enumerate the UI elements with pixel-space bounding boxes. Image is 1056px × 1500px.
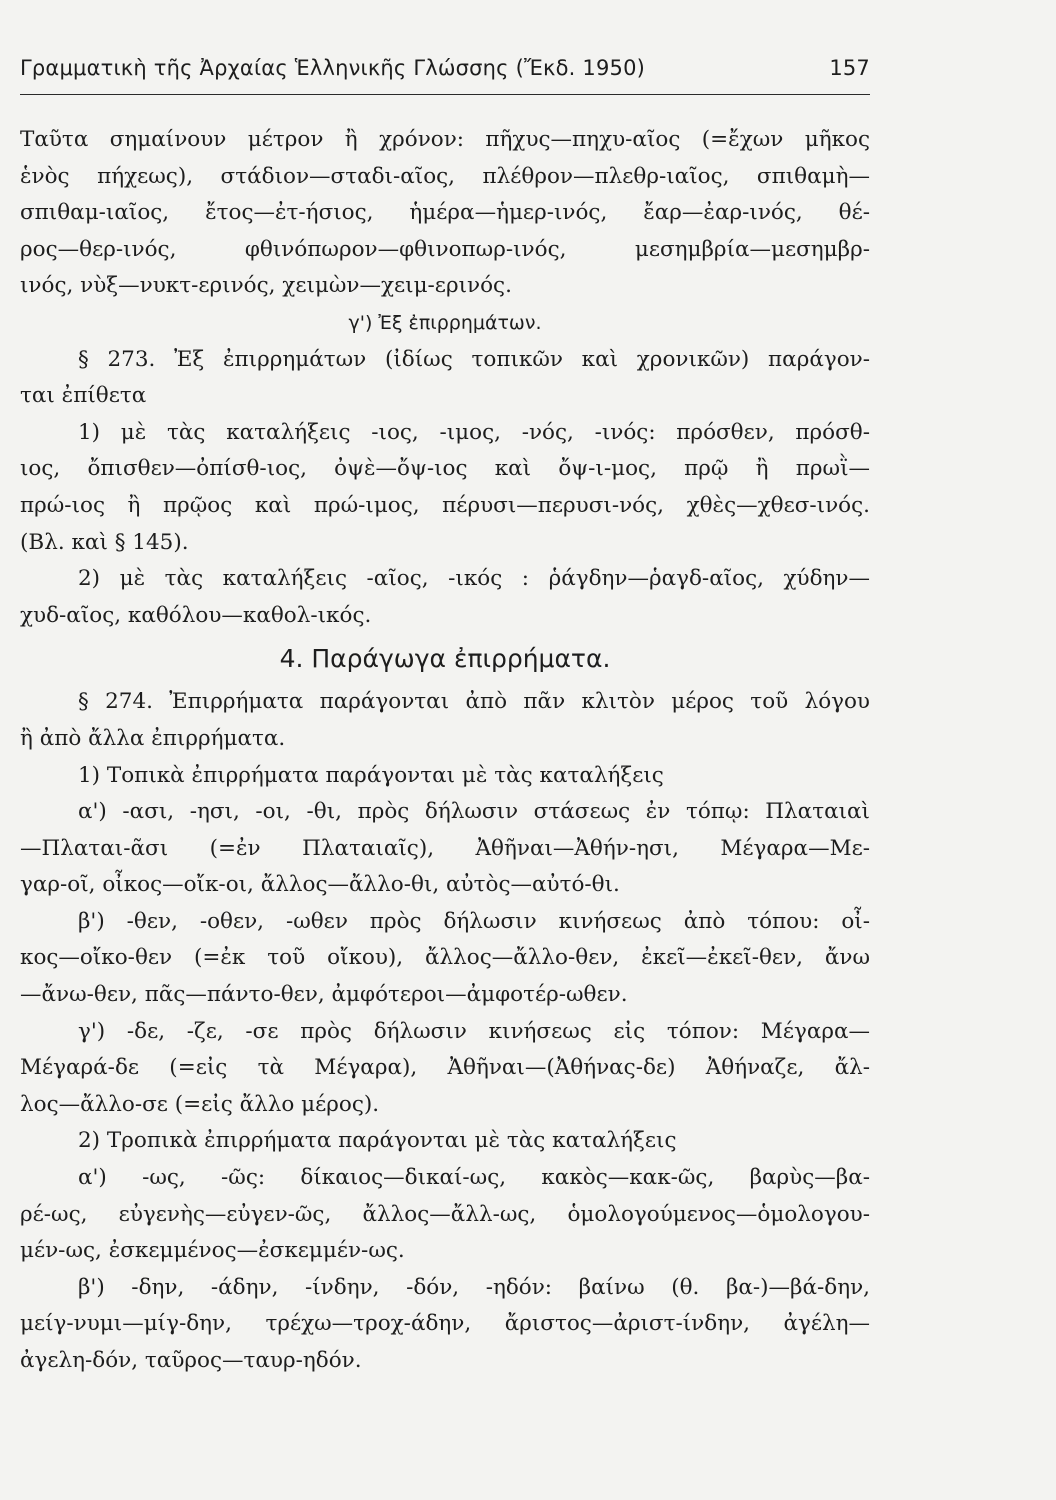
text-line: Μέγαρά-δε (=εἰς τὰ Μέγαρα), Ἀθῆναι—(Ἀθήνας-δε) Ἀθήναζε, ἄλ- (20, 1055, 870, 1081)
section-heading: 4. Παράγωγα ἐπιρρήματα. (279, 644, 611, 674)
text-line: (Βλ. καὶ § 145). (20, 529, 189, 555)
paragraph-273: § 273. Ἐξ ἐπιρρημάτων (ἰδίως τοπικῶν καὶ χρονικῶν) παράγον- (78, 346, 870, 372)
header-rule (20, 94, 870, 95)
text-line: ρος—θερ-ινός, φθινόπωρον—φθινοπωρ-ινός, μεσημβρία—μεσημβρ- (20, 236, 870, 262)
text-line: 1) Τοπικὰ ἐπιρρήματα παράγονται μὲ τὰς καταλήξεις (78, 762, 664, 788)
text-line: μέν-ως, ἐσκεμμένος—ἐσκεμμέν-ως. (20, 1238, 405, 1264)
text-line: α') -ως, -ῶς: δίκαιος—δικαί-ως, κακὸς—κακ-ῶς, βαρὺς—βα- (78, 1165, 870, 1191)
text-line: —Πλαται-ᾶσι (=ἐν Πλαταιαῖς), Ἀθῆναι—Ἀθήν-ησι, Μέγαρα—Με- (20, 835, 870, 861)
page-number: 157 (829, 56, 870, 80)
text-line: κος—οἴκο-θεν (=ἐκ τοῦ οἴκου), ἄλλος—ἄλλο-θεν, ἐκεῖ—ἐκεῖ-θεν, ἄνω (20, 945, 870, 971)
text-line: γαρ-οῖ, οἶκος—οἴκ-οι, ἄλλος—ἄλλο-θι, αὐτὸς—αὐτό-θι. (20, 872, 620, 898)
text-line: λος—ἄλλο-σε (=εἰς ἄλλο μέρος). (20, 1091, 380, 1117)
running-header (20, 56, 870, 80)
text-line: ινός, νὺξ—νυκτ-ερινός, χειμὼν—χειμ-ερινός. (20, 273, 512, 299)
text-line: ἑνὸς πήχεως), στάδιον—σταδι-αῖος, πλέθρον—πλεθρ-ιαῖος, σπιθαμὴ— (20, 163, 870, 189)
text-line: —ἄνω-θεν, πᾶς—πάντο-θεν, ἀμφότεροι—ἀμφοτέρ-ωθεν. (20, 982, 628, 1008)
body-text (20, 122, 870, 1380)
text-line: γ') -δε, -ζε, -σε πρὸς δήλωσιν κινήσεως εἰς τόπον: Μέγαρα— (78, 1018, 870, 1044)
text-line: Ταῦτα σημαίνουν μέτρον ἢ χρόνον: πῆχυς—πηχυ-αῖος (=ἔχων μῆκος (20, 127, 870, 152)
text-line: β') -δην, -άδην, -ίνδην, -δόν, -ηδόν: βαίνω (θ. βα-)—βά-δην, (78, 1274, 870, 1300)
text-line: ἢ ἀπὸ ἄλλα ἐπιρρήματα. (20, 725, 286, 751)
text-line: χυδ-αῖος, καθόλου—καθολ-ικός. (20, 602, 372, 628)
text-line: β') -θεν, -οθεν, -ωθεν πρὸς δήλωσιν κινήσεως ἀπὸ τόπου: οἶ- (78, 908, 870, 934)
text-line: 2) Τροπικὰ ἐπιρρήματα παράγονται μὲ τὰς καταλήξεις (78, 1128, 677, 1154)
text-line: πρώ-ιος ἢ πρῷος καὶ πρώ-ιμος, πέρυσι—περυσι-νός, χθὲς—χθεσ-ινός. (20, 492, 870, 518)
text-line: μείγ-νυμι—μίγ-δην, τρέχω—τροχ-άδην, ἄριστος—ἀριστ-ίνδην, ἀγέλη— (20, 1311, 870, 1337)
text-line: α') -ασι, -ησι, -οι, -θι, πρὸς δήλωσιν στάσεως ἐν τόπῳ: Πλαταιαὶ (78, 799, 870, 825)
text-line: σπιθαμ-ιαῖος, ἔτος—ἐτ-ήσιος, ἡμέρα—ἡμερ-ινός, ἔαρ—ἐαρ-ινός, θέ- (20, 200, 870, 226)
text-line: ται ἐπίθετα (20, 383, 147, 409)
text-line: 2) μὲ τὰς καταλήξεις -αῖος, -ικός : ῥάγδην—ῥαγδ-αῖος, χύδην— (78, 566, 870, 592)
text-line: ἀγελη-δόν, ταῦρος—ταυρ-ηδόν. (20, 1348, 362, 1373)
subsection-heading: γ') Ἐξ ἐπιρρημάτων. (348, 311, 542, 334)
paragraph-274: § 274. Ἐπιρρήματα παράγονται ἀπὸ πᾶν κλιτὸν μέρος τοῦ λόγου (78, 689, 870, 715)
text-line: 1) μὲ τὰς καταλήξεις -ιος, -ιμος, -νός, -ινός: πρόσθεν, πρόσθ- (78, 419, 870, 445)
text-line: ιος, ὄπισθεν—ὀπίσθ-ιος, ὀψὲ—ὄψ-ιος καὶ ὄψ-ι-μος, πρῷ ἢ πρωῒ— (20, 456, 870, 482)
text-line: ρέ-ως, εὐγενὴς—εὐγεν-ῶς, ἄλλος—ἄλλ-ως, ὁμολογούμενος—ὁμολογου- (20, 1201, 870, 1227)
running-title: Γραμματικὴ τῆς Ἀρχαίας Ἑλληνικῆς Γλώσσης (Ἔκδ. 1950) (20, 56, 646, 80)
